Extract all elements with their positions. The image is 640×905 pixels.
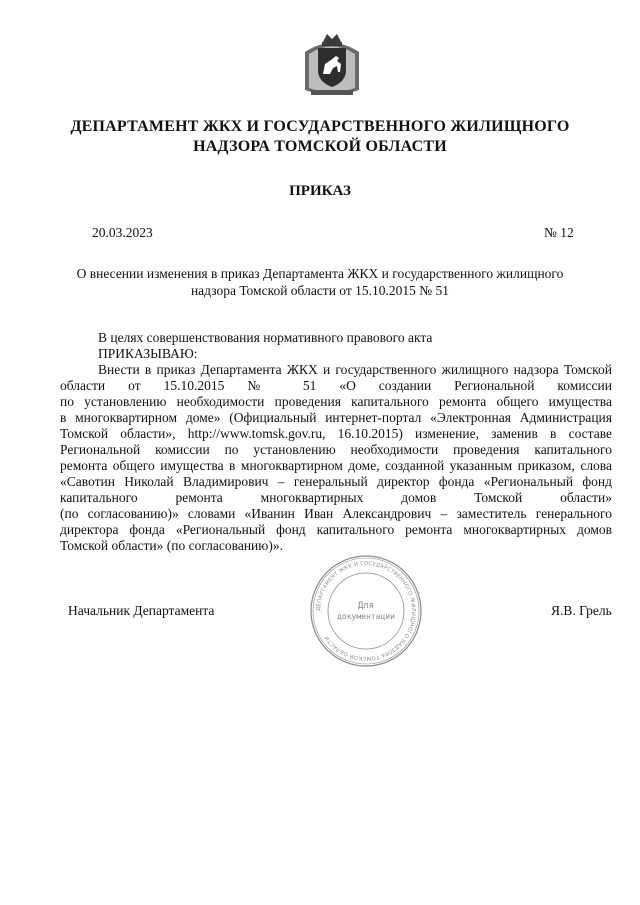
body-line: в многоквартирном доме» (Официальный интернет-портал «Электронная Администрация xyxy=(60,410,612,425)
department-title-line2: НАДЗОРА ТОМСКОЙ ОБЛАСТИ xyxy=(193,138,447,155)
body-line: ремонта общего имущества в многоквартирном доме, созданной указанным приказом, слова xyxy=(60,458,612,473)
body-line: Томской области» (по согласованию)». xyxy=(60,538,283,553)
stamp-center-line2: документации xyxy=(337,612,395,621)
preamble: В целях совершенствования нормативного правового акта xyxy=(98,330,433,345)
body-line: директора фонда «Региональный фонд капитального ремонта многоквартирных домов xyxy=(60,522,612,537)
document-type: ПРИКАЗ xyxy=(289,183,351,199)
coat-of-arms-icon xyxy=(303,30,361,98)
body-line: (по согласованию)» словами «Иванин Иван Александрович – заместитель генерального xyxy=(60,506,612,521)
order-body xyxy=(60,362,612,554)
document-number: № 12 xyxy=(544,225,574,240)
body-line: «Савотин Николай Владимирович – генеральный директор фонда «Региональный фонд xyxy=(60,474,612,489)
signatory-name: Я.В. Грель xyxy=(551,603,612,618)
body-line: капитального ремонта многоквартирных домов Томской области» xyxy=(60,490,612,505)
official-stamp xyxy=(308,553,424,669)
order-word: ПРИКАЗЫВАЮ: xyxy=(98,346,198,361)
body-line: по установлению необходимости проведения капитального ремонта общего имущества xyxy=(60,394,612,409)
signatory-position: Начальник Департамента xyxy=(68,603,215,618)
body-line: Региональной комиссии по установлению необходимости проведения капитального xyxy=(60,442,612,457)
department-title-line1: ДЕПАРТАМЕНТ ЖКХ И ГОСУДАРСТВЕННОГО ЖИЛИЩНОГО xyxy=(70,118,570,135)
stamp-center-line1: Для xyxy=(357,601,375,611)
document-subject-line2: надзора Томской области от 15.10.2015 № 51 xyxy=(190,283,450,298)
body-line: области от 15.10.2015 № 51 «О создании Региональной комиссии xyxy=(60,378,612,393)
body-line: Внести в приказ Департамента ЖКХ и государственного жилищного надзора Томской xyxy=(98,362,612,377)
document-subject-line1: О внесении изменения в приказ Департамента ЖКХ и государственного жилищного xyxy=(76,266,564,281)
body-line: Томской области», http://www.tomsk.gov.ru, 16.10.2015) изменение, заменив в составе xyxy=(60,426,612,441)
stamp-ring-text: ДЕПАРТАМЕНТ ЖКХ И ГОСУДАРСТВЕННОГО ЖИЛИЩНОГО НАДЗОРА ТОМСКОЙ ОБЛАСТИ xyxy=(315,560,417,662)
document-date: 20.03.2023 xyxy=(92,225,153,240)
